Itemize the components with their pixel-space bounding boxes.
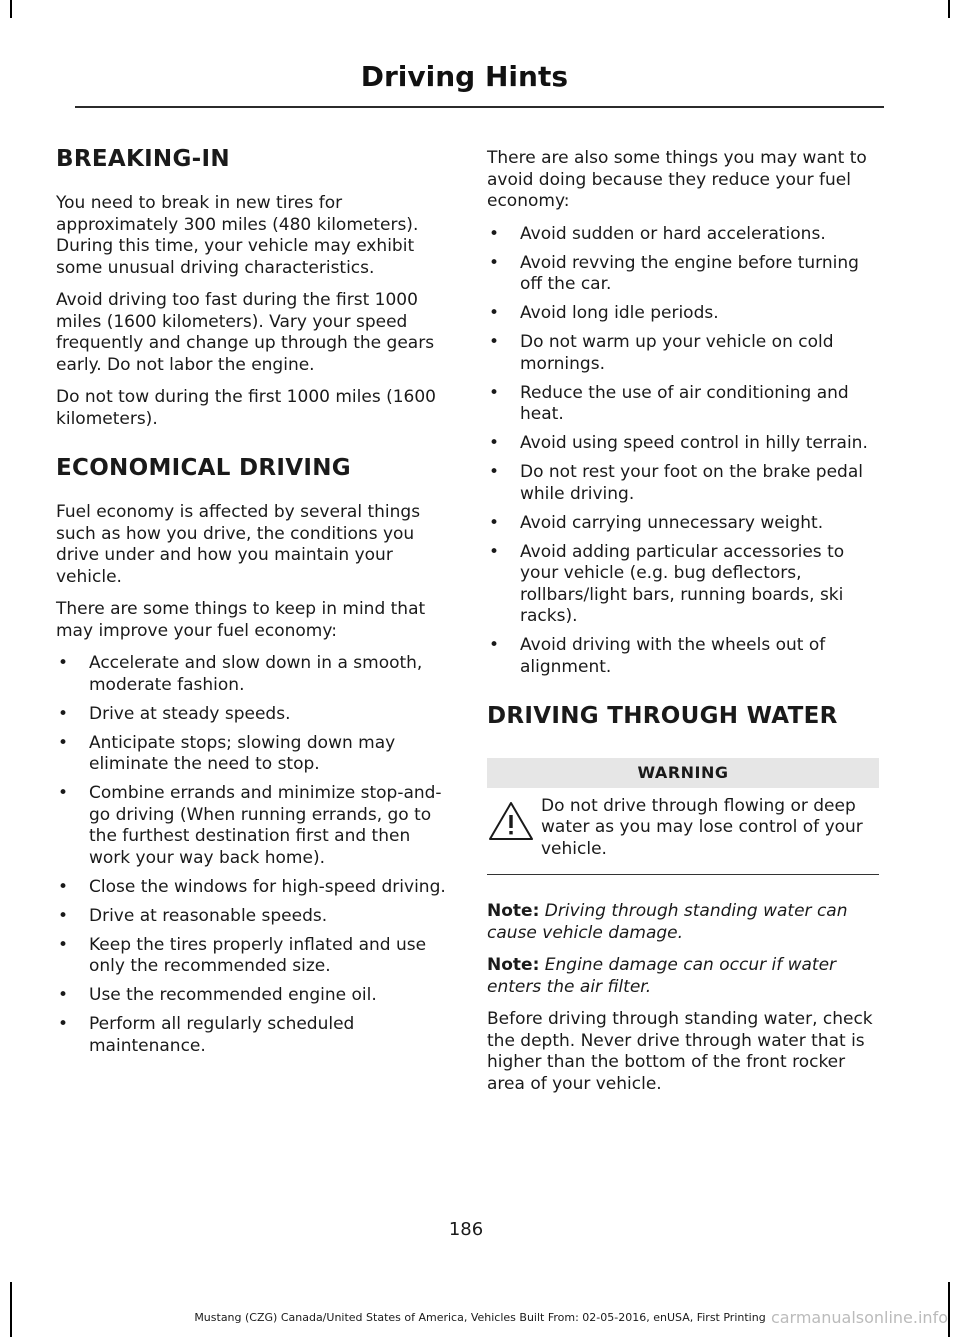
crop-mark	[10, 1282, 12, 1337]
right-column	[487, 148, 879, 1106]
paragraph: Fuel economy is affected by several things such as how you drive, the conditions you drive under and how you maintain your vehicle.	[56, 502, 421, 587]
list-item: • Avoid driving with the wheels out of alignment.	[487, 635, 879, 678]
list-item: • Perform all regularly scheduled maintenance.	[56, 1014, 448, 1057]
note	[487, 901, 879, 944]
paragraph: Avoid driving too fast during the first 1000 miles (1600 kilometers). Vary your speed frequently and change up through the gears early. Do not labor the engine.	[56, 290, 435, 375]
page-number: 186	[448, 1219, 484, 1240]
warning-body	[487, 796, 879, 861]
page-header-title: Driving Hints	[360, 60, 568, 93]
note	[487, 955, 879, 998]
warning-triangle-icon	[487, 800, 537, 849]
paragraph: You need to break in new tires for approximately 300 miles (480 kilometers). During this time, your vehicle may exhibit some unusual driving characteristics.	[56, 193, 419, 278]
note-label: Note:	[487, 901, 540, 921]
warning-text: Do not drive through flowing or deep water as you may lose control of your vehicle.	[541, 795, 863, 859]
list-item: • Drive at reasonable speeds.	[56, 906, 448, 928]
crop-mark	[948, 1282, 950, 1337]
avoid-list	[487, 224, 879, 679]
warning-box	[487, 758, 879, 875]
note-text: Driving through standing water can cause vehicle damage.	[487, 901, 848, 943]
header-divider	[75, 106, 884, 108]
list-item: • Avoid revving the engine before turning off the car.	[487, 253, 879, 296]
note-label: Note:	[487, 955, 540, 975]
page-footer: Mustang (CZG) Canada/United States of America, Vehicles Built From: 02-05-2016, enUSA, First Printing	[194, 1311, 766, 1324]
list-item: • Drive at steady speeds.	[56, 704, 448, 726]
list-item: • Reduce the use of air conditioning and heat.	[487, 383, 879, 426]
list-item: • Anticipate stops; slowing down may eliminate the need to stop.	[56, 733, 448, 776]
list-item: • Avoid sudden or hard accelerations.	[487, 224, 879, 246]
left-column	[56, 145, 448, 1068]
list-item: • Avoid carrying unnecessary weight.	[487, 513, 879, 535]
paragraph: There are also some things you may want to avoid doing because they reduce your fuel economy:	[487, 148, 867, 211]
list-item: • Do not rest your foot on the brake pedal while driving.	[487, 462, 879, 505]
warning-label: WARNING	[487, 758, 879, 788]
watermark: carmanualsonline.info	[770, 1308, 948, 1327]
list-item: • Use the recommended engine oil.	[56, 985, 448, 1007]
list-item: • Combine errands and minimize stop-and-go driving (When running errands, go to the furthest destination first and then work your way back home).	[56, 783, 448, 869]
list-item: • Keep the tires properly inflated and use only the recommended size.	[56, 935, 448, 978]
list-item: • Close the windows for high-speed driving.	[56, 877, 448, 899]
section-heading-driving-through-water: DRIVING THROUGH WATER	[487, 703, 838, 729]
fuel-tips-list	[56, 653, 448, 1057]
section-heading-economical-driving: ECONOMICAL DRIVING	[56, 455, 351, 481]
list-item: • Accelerate and slow down in a smooth, moderate fashion.	[56, 653, 448, 696]
list-item: • Do not warm up your vehicle on cold mornings.	[487, 332, 879, 375]
list-item: • Avoid adding particular accessories to your vehicle (e.g. bug deflectors, rollbars/light bars, running boards, ski racks).	[487, 542, 879, 628]
crop-mark	[10, 0, 12, 18]
paragraph: There are some things to keep in mind that may improve your fuel economy:	[56, 599, 426, 641]
crop-mark	[948, 0, 950, 18]
list-item: • Avoid long idle periods.	[487, 303, 879, 325]
paragraph: Do not tow during the first 1000 miles (1600 kilometers).	[56, 387, 436, 429]
note-text: Engine damage can occur if water enters the air filter.	[487, 955, 837, 997]
paragraph: Before driving through standing water, check the depth. Never drive through water that is higher than the bottom of the front rocker area of your vehicle.	[487, 1009, 873, 1094]
section-heading-breaking-in: BREAKING-IN	[56, 146, 230, 172]
list-item: • Avoid using speed control in hilly terrain.	[487, 433, 879, 455]
